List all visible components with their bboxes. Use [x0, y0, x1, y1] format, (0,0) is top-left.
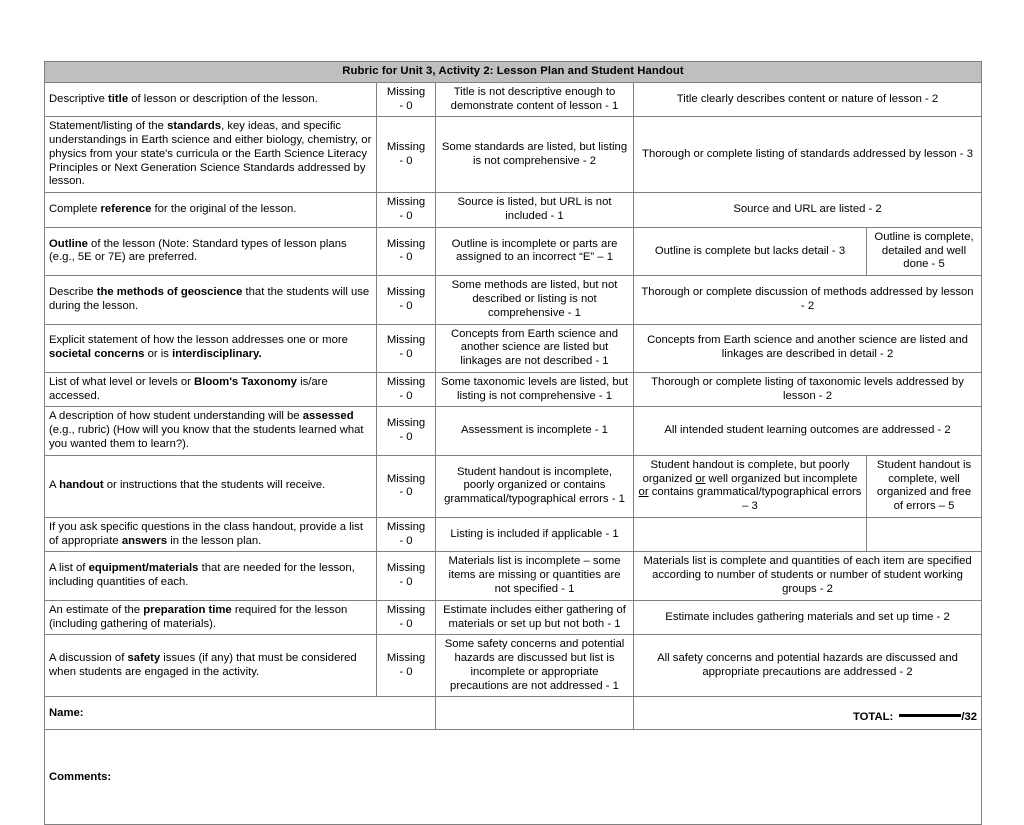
- level-1-cell[interactable]: Concepts from Earth science and another science are listed but linkages are not described - 1: [436, 324, 634, 372]
- name-field[interactable]: Name:: [45, 697, 436, 730]
- rubric-row: [45, 276, 982, 324]
- missing-score-cell[interactable]: Missing - 0: [377, 407, 436, 455]
- level-2-cell[interactable]: All safety concerns and potential hazards are discussed and appropriate precautions are addressed - 2: [634, 635, 982, 697]
- comments-field[interactable]: Comments:: [45, 730, 982, 825]
- level-1-cell[interactable]: Estimate includes either gathering of materials or set up but not both - 1: [436, 600, 634, 635]
- level-1-cell[interactable]: Source is listed, but URL is not included - 1: [436, 193, 634, 228]
- missing-score-cell[interactable]: Missing - 0: [377, 276, 436, 324]
- comments-row: [45, 730, 982, 825]
- level-3-cell[interactable]: Student handout is complete, well organized and free of errors – 5: [867, 455, 982, 517]
- level-2-cell[interactable]: Outline is complete but lacks detail - 3: [634, 227, 867, 275]
- rubric-row: [45, 407, 982, 455]
- missing-score-cell[interactable]: Missing - 0: [377, 117, 436, 193]
- total-field[interactable]: [634, 697, 982, 730]
- rubric-row: [45, 517, 982, 552]
- rubric-row: [45, 455, 982, 517]
- missing-score-cell[interactable]: Missing - 0: [377, 193, 436, 228]
- name-row-spacer: [436, 697, 634, 730]
- level-2-cell[interactable]: Student handout is complete, but poorly organized or well organized but incomplete or contains grammatical/typographical errors – 3: [634, 455, 867, 517]
- level-1-cell[interactable]: Some taxonomic levels are listed, but listing is not comprehensive - 1: [436, 372, 634, 407]
- level-1-cell[interactable]: Materials list is incomplete – some items are missing or quantities are not specified - 1: [436, 552, 634, 600]
- level-2-cell[interactable]: Concepts from Earth science and another science are listed and linkages are described in detail - 2: [634, 324, 982, 372]
- name-total-row: [45, 697, 982, 730]
- level-2-cell[interactable]: Estimate includes gathering materials and set up time - 2: [634, 600, 982, 635]
- level-2-cell[interactable]: Materials list is complete and quantities of each item are specified according to number of students or number of student working groups - 2: [634, 552, 982, 600]
- criterion-cell: A description of how student understanding will be assessed (e.g., rubric) (How will you know that the students learned what you wanted them to learn?).: [45, 407, 377, 455]
- rubric-row: [45, 82, 982, 117]
- title-row: [45, 62, 982, 83]
- missing-score-cell[interactable]: Missing - 0: [377, 82, 436, 117]
- missing-score-cell[interactable]: Missing - 0: [377, 455, 436, 517]
- rubric-row: [45, 635, 982, 697]
- criterion-cell: Complete reference for the original of the lesson.: [45, 193, 377, 228]
- total-max: /32: [961, 710, 978, 723]
- criterion-cell: An estimate of the preparation time required for the lesson (including gathering of materials).: [45, 600, 377, 635]
- level-1-cell[interactable]: Some methods are listed, but not described or listing is not comprehensive - 1: [436, 276, 634, 324]
- missing-score-cell[interactable]: Missing - 0: [377, 324, 436, 372]
- missing-score-cell[interactable]: Missing - 0: [377, 517, 436, 552]
- missing-score-cell[interactable]: Missing - 0: [377, 600, 436, 635]
- level-2-cell[interactable]: Thorough or complete listing of taxonomic levels addressed by lesson - 2: [634, 372, 982, 407]
- criterion-cell: A handout or instructions that the students will receive.: [45, 455, 377, 517]
- level-2-cell[interactable]: Thorough or complete discussion of methods addressed by lesson - 2: [634, 276, 982, 324]
- rubric-row: [45, 324, 982, 372]
- level-3-cell-empty[interactable]: [867, 517, 982, 552]
- level-1-cell[interactable]: Outline is incomplete or parts are assigned to an incorrect “E” – 1: [436, 227, 634, 275]
- rubric-footer: [45, 697, 982, 825]
- total-label: TOTAL:: [852, 710, 894, 723]
- rubric-row: [45, 193, 982, 228]
- level-1-cell[interactable]: Listing is included if applicable - 1: [436, 517, 634, 552]
- level-1-cell[interactable]: Some safety concerns and potential hazards are discussed but list is incomplete or appropriate precautions are not addressed - 1: [436, 635, 634, 697]
- level-1-cell[interactable]: Some standards are listed, but listing is not comprehensive - 2: [436, 117, 634, 193]
- level-1-cell[interactable]: Assessment is incomplete - 1: [436, 407, 634, 455]
- level-2-cell[interactable]: Title clearly describes content or nature of lesson - 2: [634, 82, 982, 117]
- rubric-body: [45, 62, 982, 697]
- criterion-cell: If you ask specific questions in the class handout, provide a list of appropriate answers in the lesson plan.: [45, 517, 377, 552]
- rubric-row: [45, 372, 982, 407]
- rubric-row: [45, 600, 982, 635]
- level-2-cell[interactable]: Source and URL are listed - 2: [634, 193, 982, 228]
- criterion-cell: Describe the methods of geoscience that the students will use during the lesson.: [45, 276, 377, 324]
- missing-score-cell[interactable]: Missing - 0: [377, 227, 436, 275]
- criterion-cell: Explicit statement of how the lesson addresses one or more societal concerns or is interdisciplinary.: [45, 324, 377, 372]
- level-2-cell[interactable]: All intended student learning outcomes are addressed - 2: [634, 407, 982, 455]
- level-3-cell[interactable]: Outline is complete, detailed and well done - 5: [867, 227, 982, 275]
- criterion-cell: Statement/listing of the standards, key ideas, and specific understandings in Earth science and either biology, chemistry, or physics from your state's curricula or the Earth Science Literacy Principles or Next Generation Science Standards addressed by lesson.: [45, 117, 377, 193]
- criterion-cell: Outline of the lesson (Note: Standard types of lesson plans (e.g., 5E or 7E) are preferred.: [45, 227, 377, 275]
- rubric-container: [44, 61, 981, 825]
- rubric-row: [45, 552, 982, 600]
- criterion-cell: A list of equipment/materials that are needed for the lesson, including quantities of each.: [45, 552, 377, 600]
- total-blank-line[interactable]: [899, 700, 961, 717]
- rubric-row: [45, 227, 982, 275]
- criterion-cell: A discussion of safety issues (if any) that must be considered when students are engaged in the activity.: [45, 635, 377, 697]
- rubric-title: Rubric for Unit 3, Activity 2: Lesson Plan and Student Handout: [45, 62, 982, 83]
- level-2-cell-empty[interactable]: [634, 517, 867, 552]
- missing-score-cell[interactable]: Missing - 0: [377, 552, 436, 600]
- missing-score-cell[interactable]: Missing - 0: [377, 635, 436, 697]
- level-1-cell[interactable]: Title is not descriptive enough to demonstrate content of lesson - 1: [436, 82, 634, 117]
- criterion-cell: Descriptive title of lesson or description of the lesson.: [45, 82, 377, 117]
- rubric-table: [44, 61, 982, 825]
- rubric-row: [45, 117, 982, 193]
- level-1-cell[interactable]: Student handout is incomplete, poorly organized or contains grammatical/typographical errors - 1: [436, 455, 634, 517]
- level-2-cell[interactable]: Thorough or complete listing of standards addressed by lesson - 3: [634, 117, 982, 193]
- criterion-cell: List of what level or levels or Bloom's Taxonomy is/are accessed.: [45, 372, 377, 407]
- missing-score-cell[interactable]: Missing - 0: [377, 372, 436, 407]
